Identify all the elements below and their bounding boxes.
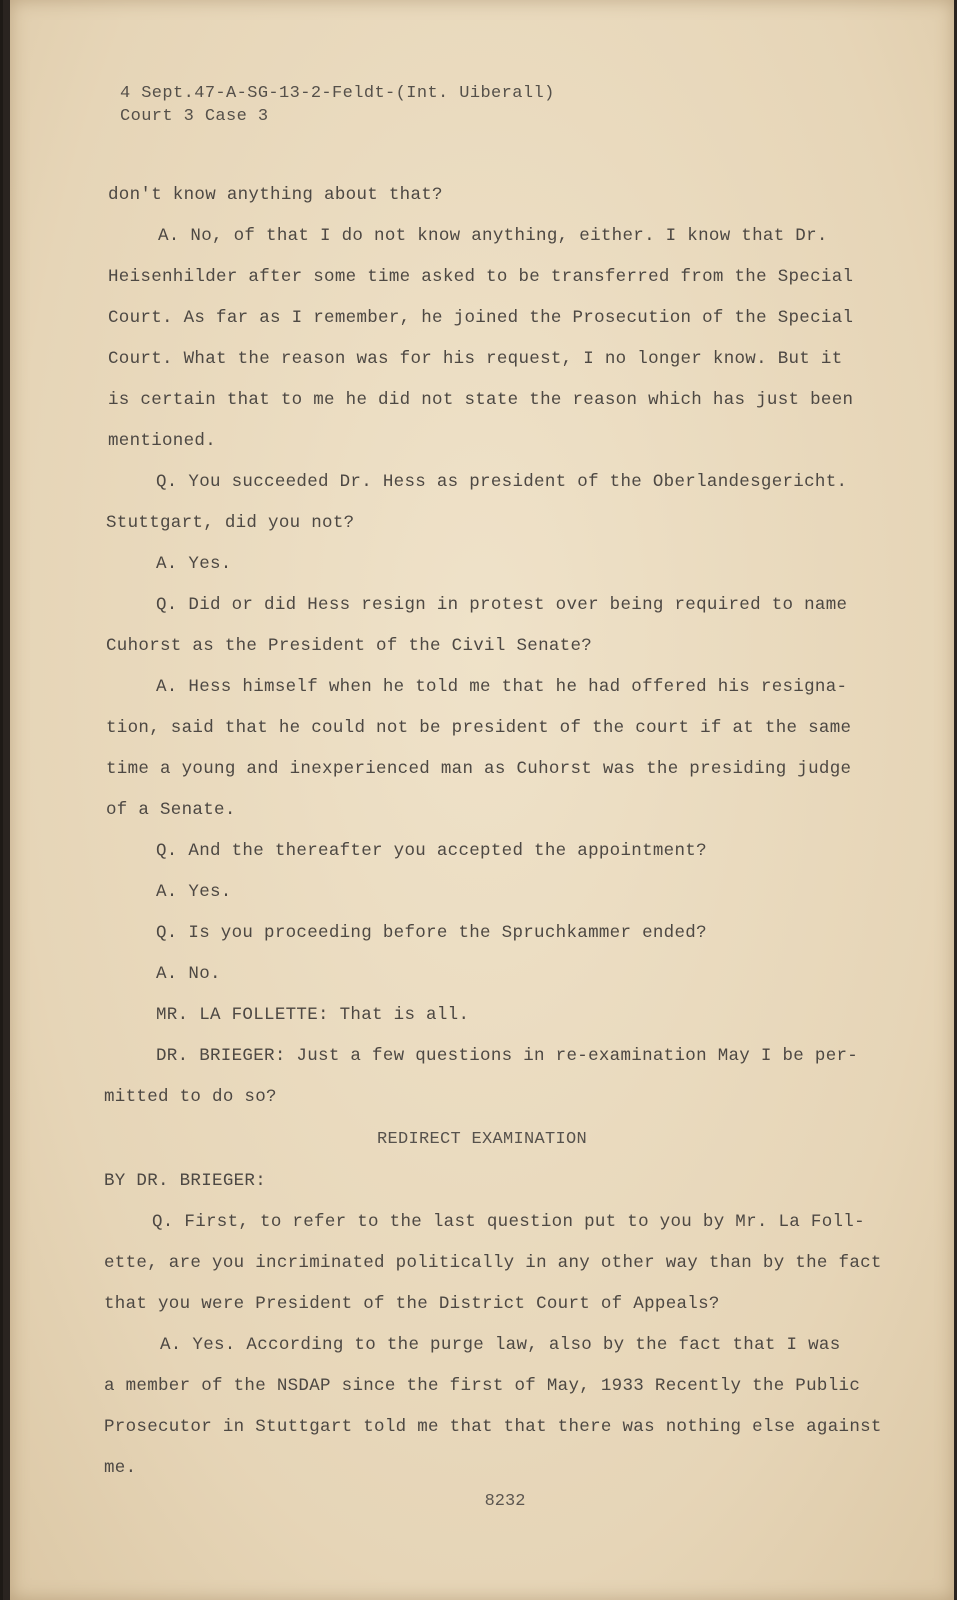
transcript-line: A. Yes. [156, 882, 232, 902]
transcript-line: Stuttgart, did you not? [106, 513, 355, 533]
transcript-line: Q. And the thereafter you accepted the appointment? [156, 841, 707, 861]
transcript-line: A. Yes. According to the purge law, also by the fact that I was [160, 1335, 841, 1355]
transcript-line: of a Senate. [106, 800, 236, 820]
transcript-line: don't know anything about that? [108, 185, 443, 205]
header-session-line: 4 Sept.47-A-SG-13-2-Feldt-(Int. Uiberall) [120, 84, 555, 103]
transcript-line: A. No, of that I do not know anything, either. I know that Dr. [158, 226, 828, 246]
transcript-line: MR. LA FOLLETTE: That is all. [156, 1005, 470, 1025]
transcript-line: that you were President of the District Court of Appeals? [104, 1294, 720, 1314]
transcript-line: Q. You succeeded Dr. Hess as president of the Oberlandesgericht. [156, 472, 848, 492]
transcript-line: Court. What the reason was for his request, I no longer know. But it [108, 349, 843, 369]
header-court-line: Court 3 Case 3 [120, 107, 269, 126]
transcript-body [10, 0, 954, 1600]
transcript-line: Q. Did or did Hess resign in protest over being required to name [156, 595, 848, 615]
transcript-line: is certain that to me he did not state the reason which has just been [108, 390, 854, 410]
transcript-line: me. [104, 1458, 137, 1478]
transcript-line: Prosecutor in Stuttgart told me that that there was nothing else against [104, 1417, 882, 1437]
transcript-line: tion, said that he could not be president of the court if at the same [106, 718, 852, 738]
transcript-line: A. Hess himself when he told me that he had offered his resigna- [156, 677, 848, 697]
section-heading: REDIRECT EXAMINATION [376, 1130, 588, 1149]
transcript-line: Q. First, to refer to the last question put to you by Mr. La Foll- [152, 1212, 865, 1232]
transcript-line: mentioned. [108, 431, 217, 451]
transcript-line: DR. BRIEGER: Just a few questions in re-examination May I be per- [156, 1046, 859, 1066]
transcript-line: Heisenhilder after some time asked to be transferred from the Special [108, 267, 854, 287]
transcript-line: BY DR. BRIEGER: [104, 1171, 267, 1191]
transcript-line: Court. As far as I remember, he joined the Prosecution of the Special [108, 308, 854, 328]
transcript-line: A. Yes. [156, 554, 232, 574]
transcript-line: Q. Is you proceeding before the Spruchkammer ended? [156, 923, 707, 943]
page-edge-shadow [0, 0, 3, 1600]
transcript-line: Cuhorst as the President of the Civil Senate? [106, 636, 593, 656]
document-page [10, 0, 954, 1600]
transcript-line: a member of the NSDAP since the first of May, 1933 Recently the Public [104, 1376, 861, 1396]
transcript-line: mitted to do so? [104, 1087, 277, 1107]
page-number: 8232 [484, 1492, 526, 1511]
transcript-line: A. No. [156, 964, 221, 984]
transcript-line: time a young and inexperienced man as Cuhorst was the presiding judge [106, 759, 852, 779]
transcript-line: ette, are you incriminated politically in any other way than by the fact [104, 1253, 882, 1273]
